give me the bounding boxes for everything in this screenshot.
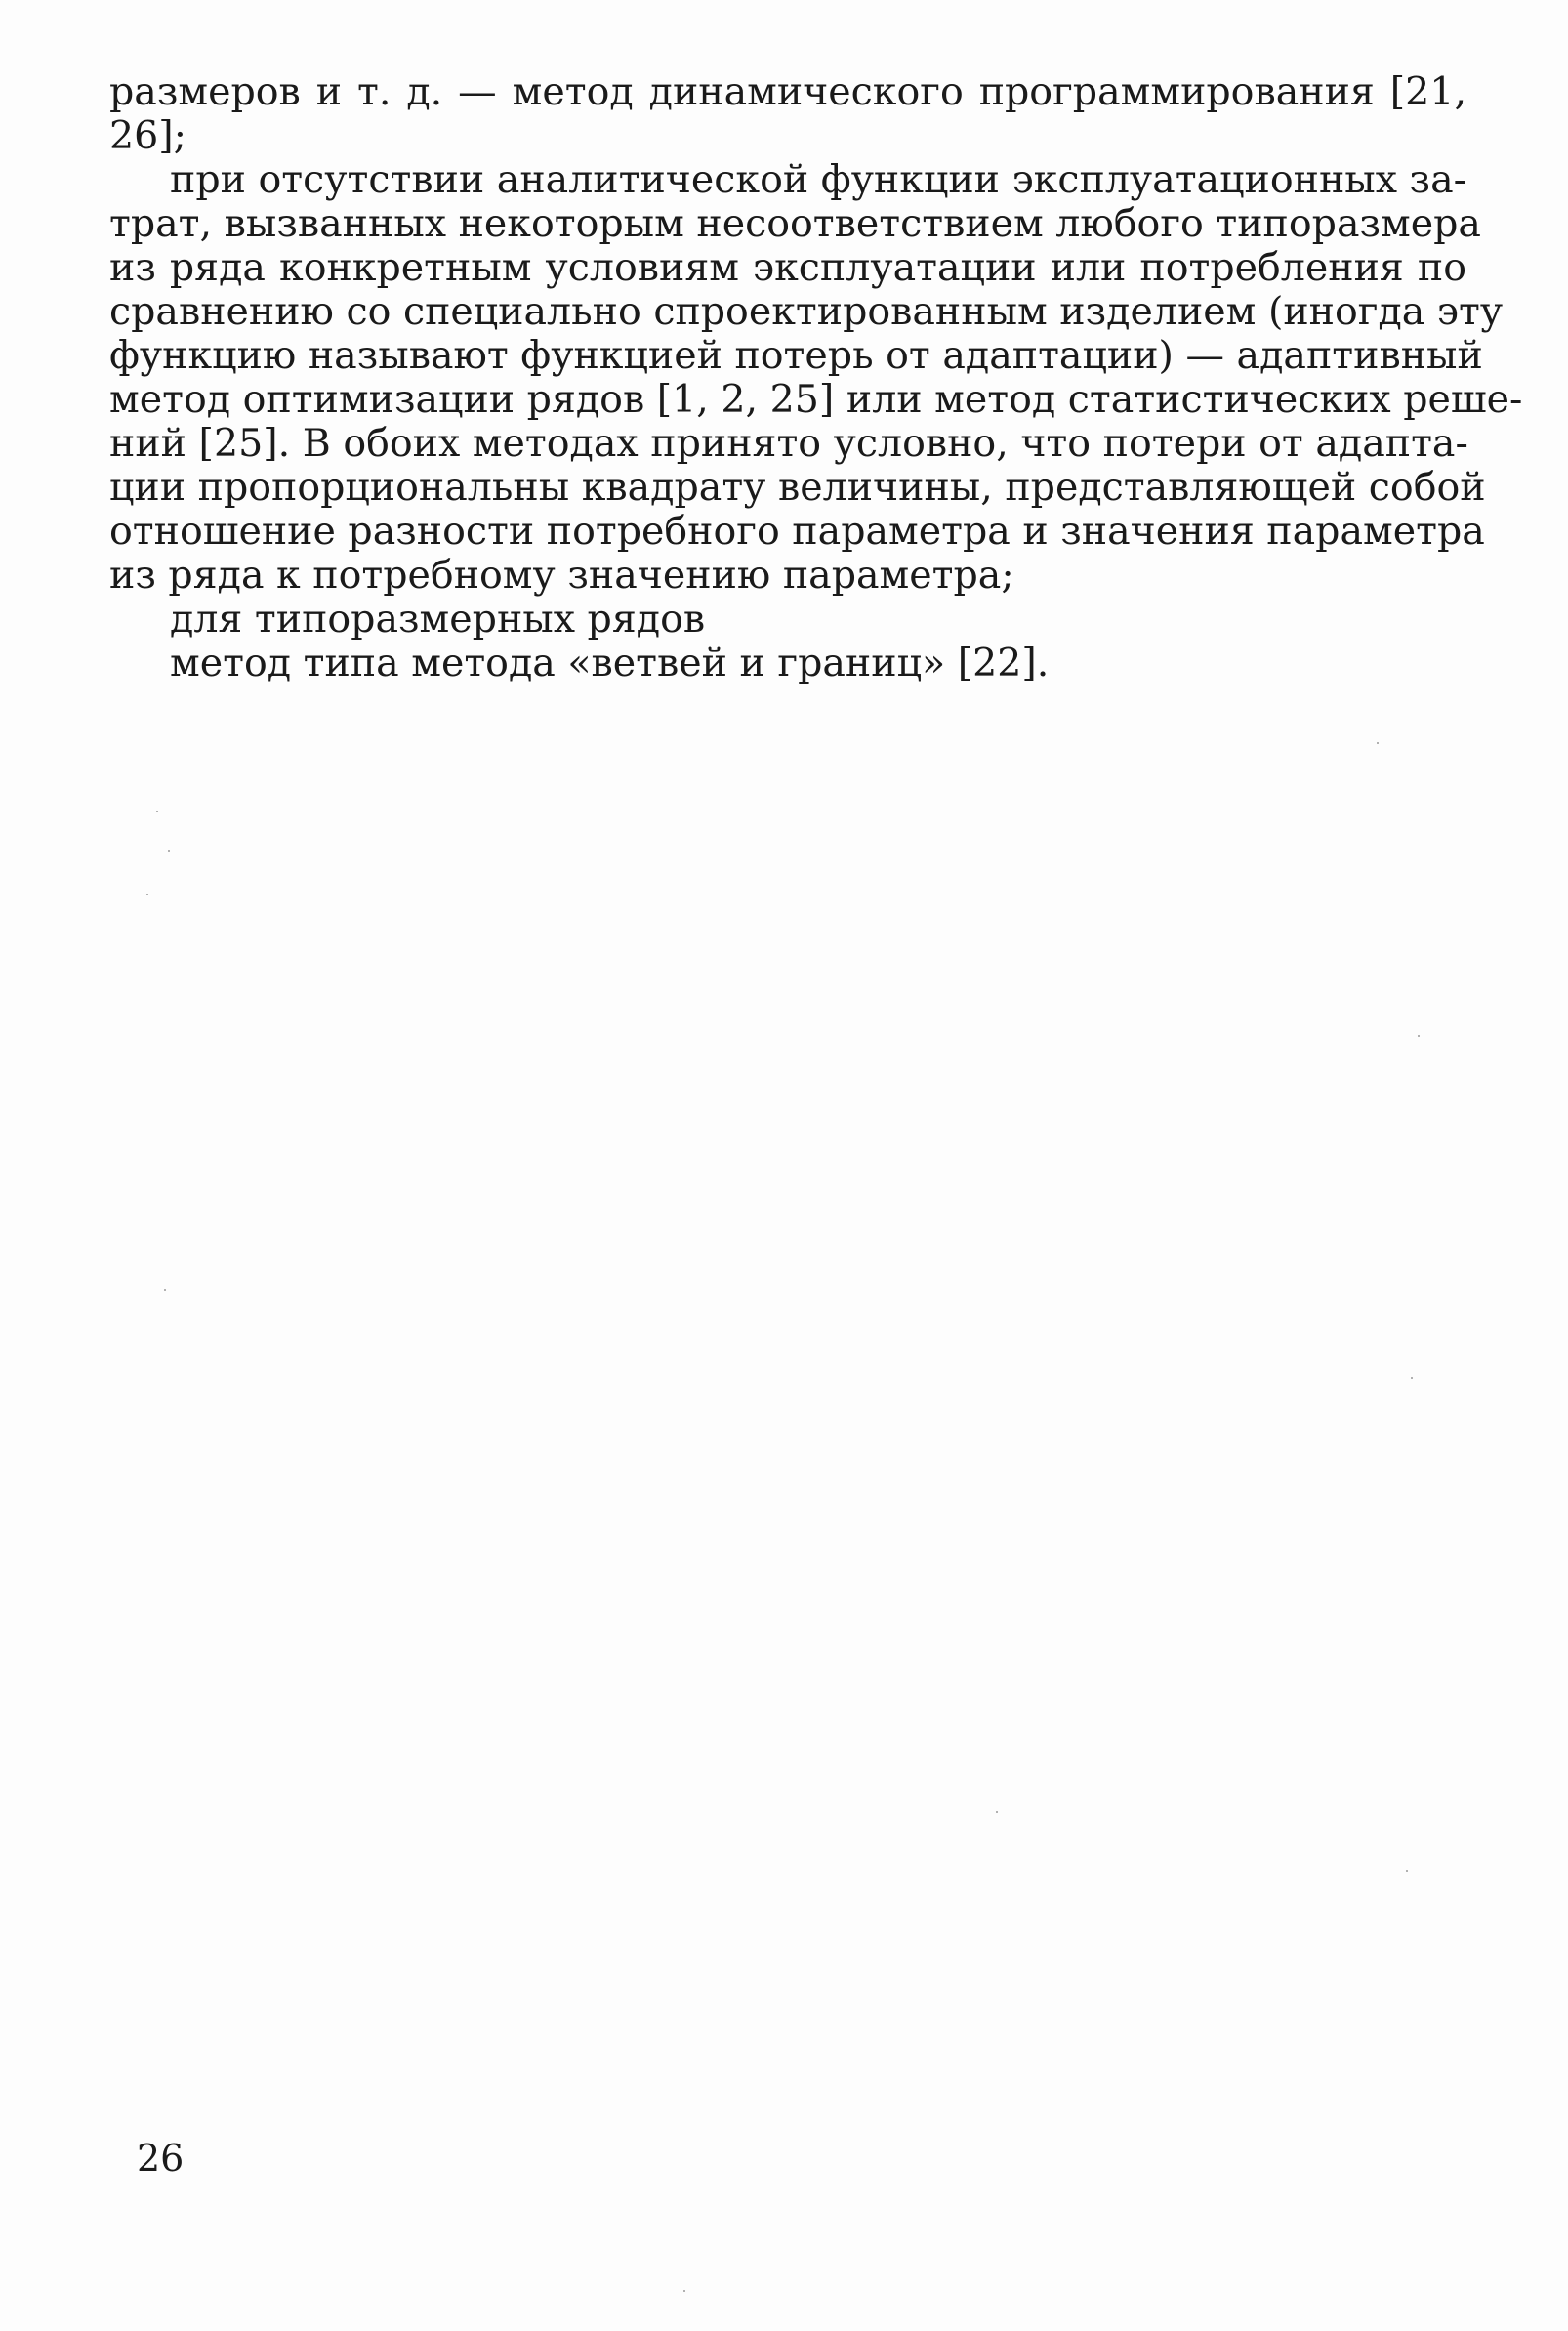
scan-speck xyxy=(1377,742,1379,744)
scan-speck xyxy=(146,894,148,895)
scan-speck xyxy=(1411,1377,1413,1379)
text-line-14: метод типа метода «ветвей и границ» [22]. xyxy=(170,641,1050,686)
body-text xyxy=(109,69,1523,686)
text-line-13: для типоразмерных рядов xyxy=(170,597,706,642)
text-line-10: ции пропорциональны квадрату величины, представляющей собой xyxy=(109,465,1486,510)
scan-speck xyxy=(164,1289,166,1291)
scan-speck xyxy=(683,2290,685,2292)
text-line-1: размеров и т. д. — метод динамического программирования [21, xyxy=(109,69,1466,114)
text-line-6: сравнению со специально спроектированным изделием (иногда эту xyxy=(109,289,1504,334)
scan-speck xyxy=(1406,1870,1408,1872)
text-line-3: при отсутствии аналитической функции эксплуатационных за- xyxy=(170,157,1466,202)
text-line-11: отношение разности потребного параметра и значения параметра xyxy=(109,509,1485,554)
text-line-2: 26]; xyxy=(109,113,186,158)
scan-speck xyxy=(996,1811,998,1813)
text-line-8: метод оптимизации рядов [1, 2, 25] или метод статистических реше- xyxy=(109,377,1523,422)
scan-speck xyxy=(156,811,158,812)
text-line-7: функцию называют функцией потерь от адаптации) — адаптивный xyxy=(109,333,1483,378)
scan-speck xyxy=(1418,1035,1420,1037)
page-number: 26 xyxy=(137,2137,185,2180)
text-line-12: из ряда к потребному значению параметра; xyxy=(109,553,1014,598)
text-line-4: трат, вызванных некоторым несоответствием любого типоразмера xyxy=(109,201,1481,246)
text-line-9: ний [25]. В обоих методах принято условно, что потери от адапта- xyxy=(109,421,1468,466)
text-line-5: из ряда конкретным условиям эксплуатации или потребления по xyxy=(109,245,1466,290)
scan-speck xyxy=(168,850,170,852)
